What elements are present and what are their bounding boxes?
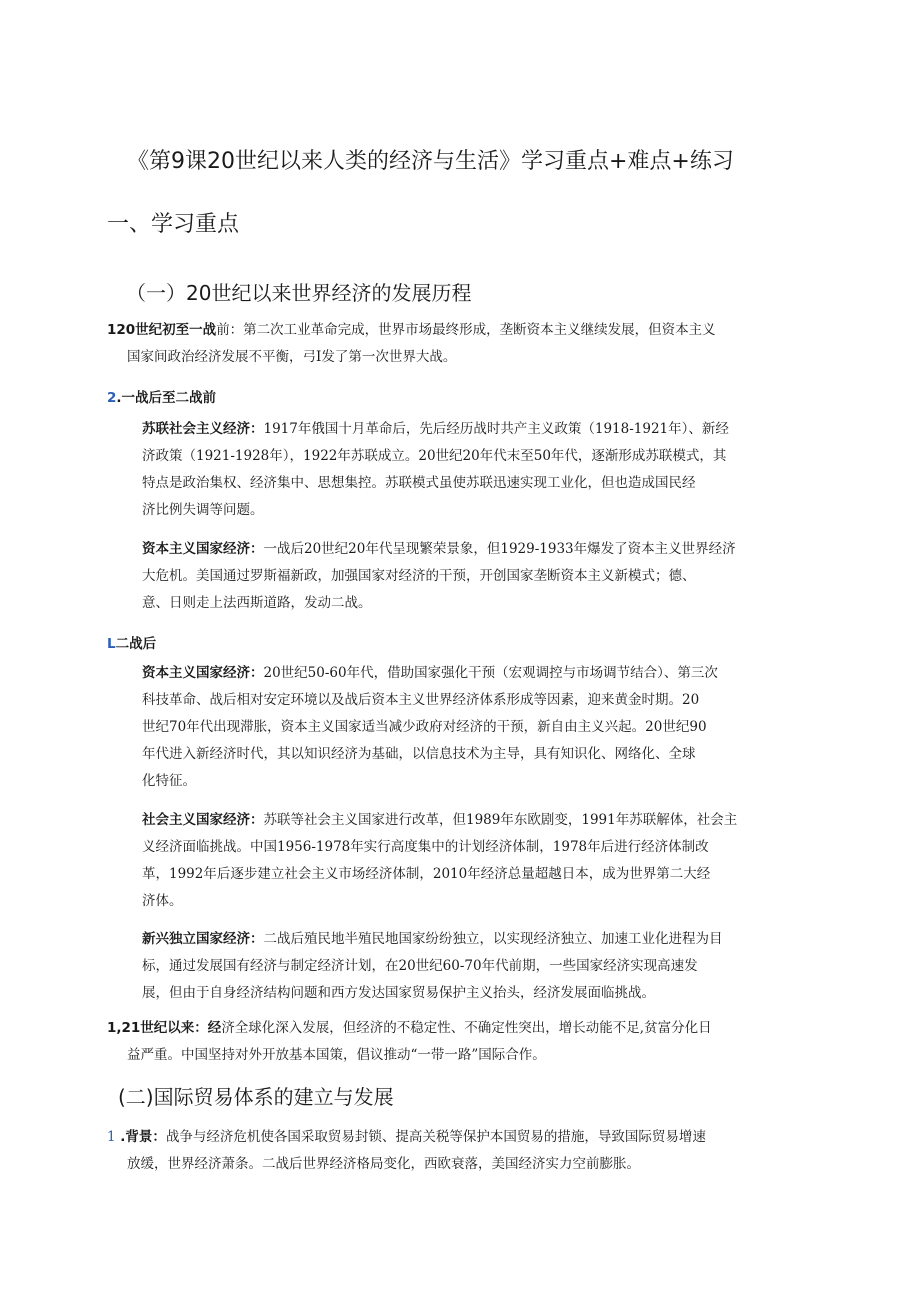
section-heading-key-points: 一、学习重点 <box>107 212 240 237</box>
paragraph-capitalist-postwar: 资本主义国家经济：20世纪50-60年代，借助国家强化干预（宏观调控与市场调节结合）、第三次 科技革命、战后相对安定环境以及战后资本主义世界经济体系形成等因素，迎来黄金时期。20 世纪70年代出现滞胀，资本主义国家适当减少政府对经济的干预，新自由主义兴起。20世纪90 年代进入新经济时代，其以知识经济为基础，以信息技术为主导，具有知识化、网络化、全球 化特征。 <box>142 665 718 789</box>
paragraph-label: 苏联社会主义经济： <box>142 421 264 437</box>
paragraph-21st-century: 1,21世纪以来：经济全球化深入发展，但经济的不稳定性、不确定性突出，增长动能不足,贫富分化日 益严重。中国坚持对外开放基本国策，倡议推动“一带一路”国际合作。 <box>107 1020 712 1063</box>
paragraph-socialist-postwar: 社会主义国家经济：苏联等社会主义国家进行改革，但1989年东欧剧变，1991年苏联解体，社会主 义经济面临挑战。中国1956-1978年实行高度集中的计划经济体制，1978年后进行经济体制改 革，1992年后逐步建立社会主义市场经济体制，2010年经济总量超越日本，成为世界第二大经 济体。 <box>142 812 738 909</box>
subsection-heading-trade-system: (二)国际贸易体系的建立与发展 <box>118 1085 394 1109</box>
paragraph-label: 资本主义国家经济： <box>142 541 264 557</box>
paragraph-early-20th-century: 120世纪初至一战前：第二次工业革命完成，世界市场最终形成，垄断资本主义继续发展，但资本主义 国家间政治经济发展不平衡，弓I发了第一次世界大战。 <box>107 322 716 365</box>
paragraph-label: 新兴独立国家经济： <box>142 931 264 947</box>
document-title: 《第9课20世纪以来人类的经济与生活》学习重点+难点+练习 <box>127 149 734 174</box>
paragraph-capitalist-interwar: 资本主义国家经济：一战后20世纪20年代呈现繁荣景象，但1929-1933年爆发了资本主义世界经济 大危机。美国通过罗斯福新政，加强国家对经济的干预，开创国家垄断资本主义新模式；德、 意、日则走上法西斯道路，发动二战。 <box>142 541 736 611</box>
paragraph-trade-background: 1 .背景：战争与经济危机使各国采取贸易封锁、提高关税等保护本国贸易的措施，导致国际贸易增速 放缓，世界经济萧条。二战后世界经济格局变化，西欧衰落，美国经济实力空前膨胀。 <box>107 1129 706 1172</box>
item-heading-postwar: L二战后 <box>107 636 157 652</box>
paragraph-new-independent-states: 新兴独立国家经济：二战后殖民地半殖民地国家纷纷独立，以实现经济独立、加速工业化进程为目 标，通过发展国有经济与制定经济计划，在20世纪60-70年代前期，一些国家经济实现高速发 展，但由于自身经济结构问题和西方发达国家贸易保护主义抬头，经济发展面临挑战。 <box>142 931 723 1001</box>
paragraph-label: 资本主义国家经济： <box>142 665 264 681</box>
paragraph-soviet-economy: 苏联社会主义经济：1917年俄国十月革命后，先后经历战时共产主义政策（1918-1921年）、新经 济政策（1921-1928年），1922年苏联成立。20世纪20年代末至50年代，逐渐形成苏联模式，其 特点是政治集权、经济集中、思想集控。苏联模式虽使苏联迅速实现工业化，但也造成国民经 济比例失调等问题。 <box>142 421 729 518</box>
paragraph-label: .背景： <box>115 1129 166 1145</box>
item-heading-interwar: 2.一战后至二战前 <box>107 390 217 406</box>
subsection-heading-economy-history: （一）20世纪以来世界经济的发展历程 <box>126 281 472 305</box>
paragraph-label: 社会主义国家经济： <box>142 812 264 828</box>
paragraph-label: 1,21世纪以来：经 <box>107 1020 222 1036</box>
paragraph-label: 120世纪初至一战 <box>107 322 217 338</box>
